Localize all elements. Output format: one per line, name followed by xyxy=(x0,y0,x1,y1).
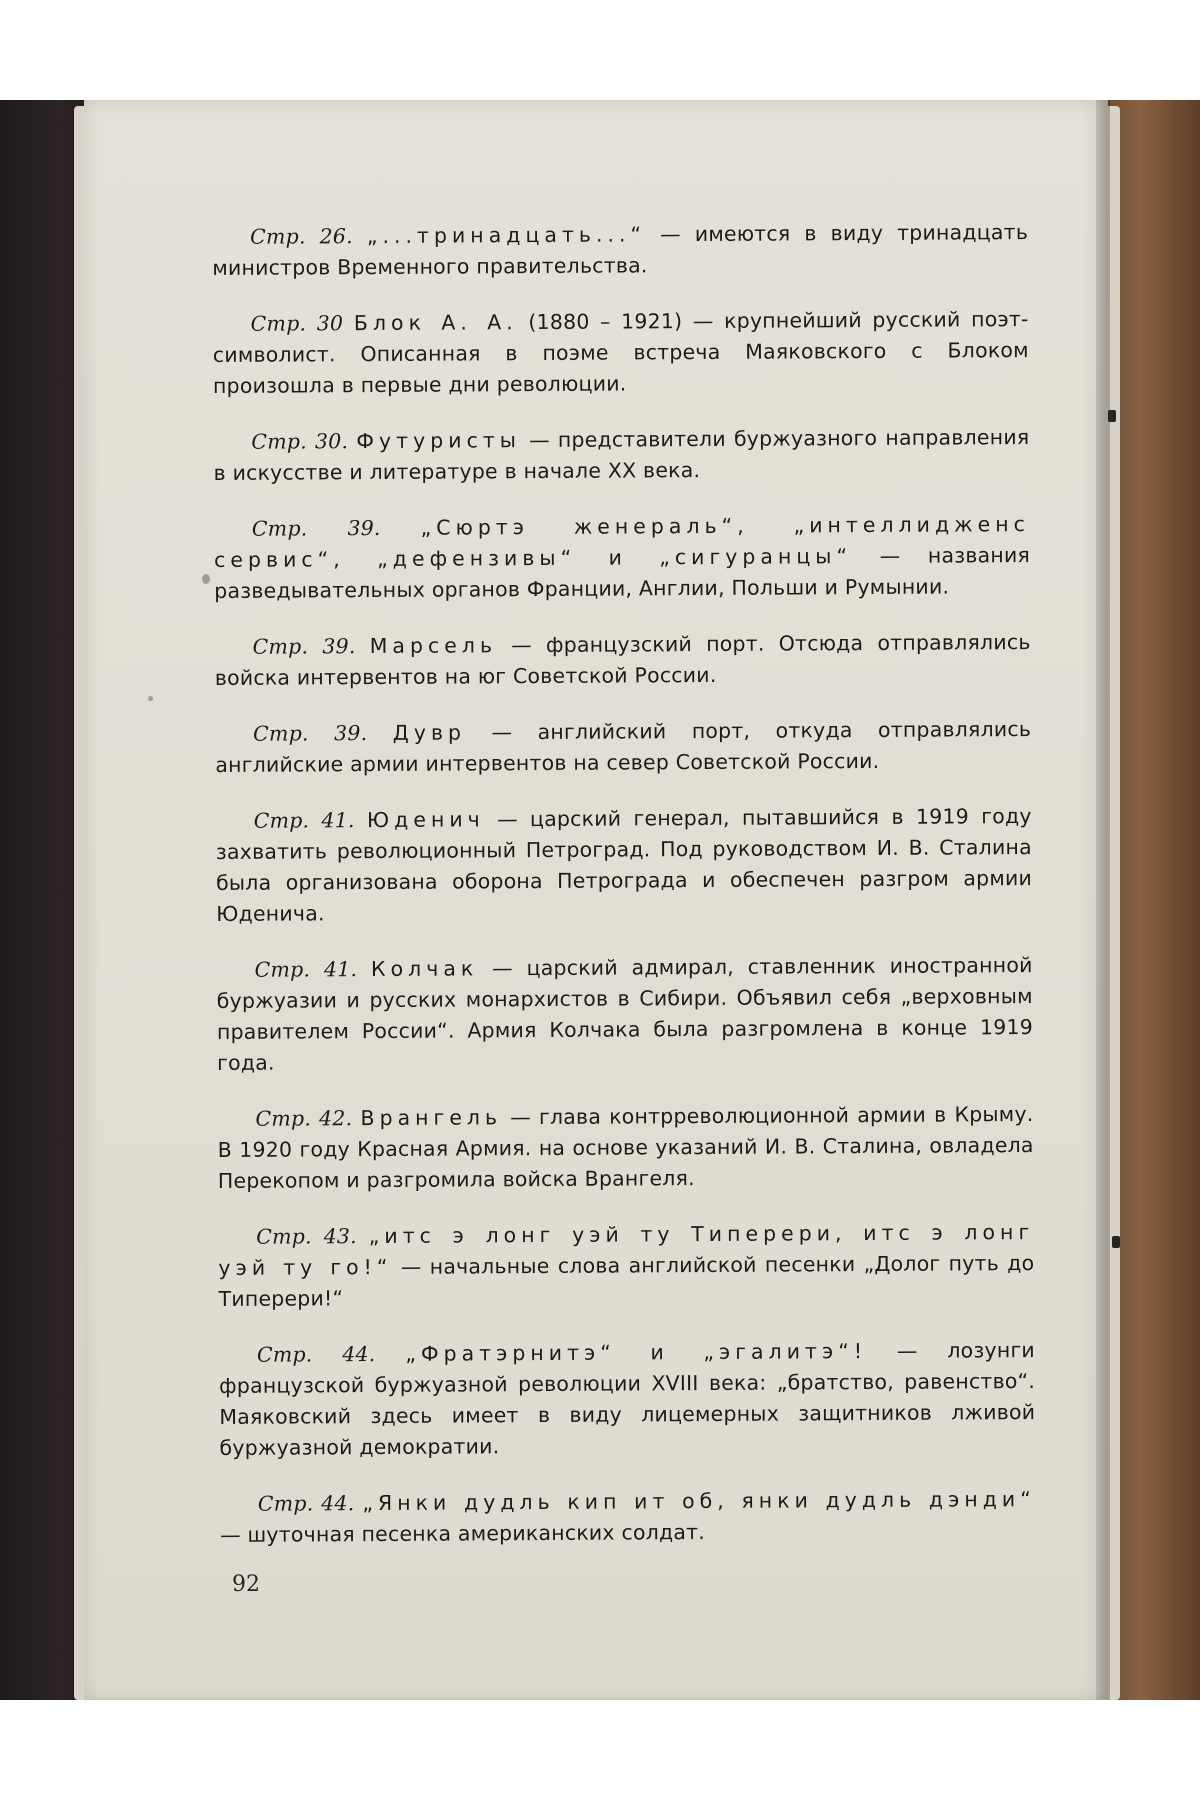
note-explanation: — представители буржуазного направления в искусстве и литературе в начале XX века. xyxy=(213,425,1030,485)
note-term: „...тринадцать...“ xyxy=(366,222,647,249)
note-page-reference: Стр. 44. xyxy=(256,1342,376,1367)
note-page-reference: Стр. 43. xyxy=(256,1224,357,1249)
binding-mark xyxy=(1112,1236,1120,1248)
note-paragraph xyxy=(215,714,1031,781)
note-term: Футуристы xyxy=(356,428,522,454)
note-explanation: — царский адмирал, ставленник иностранной буржуазии и русских монархистов в Сибири. Объявил себя „верховным правителем России“. Армия Колчака была разгромлена в конце 1919 года. xyxy=(216,953,1034,1075)
note-paragraph xyxy=(219,1335,1036,1464)
binding-mark xyxy=(1108,410,1116,422)
note-term: „Сюртэ женераль“, „интеллидженс сервис“, „дефензивы“ и „сигуранцы“ xyxy=(213,512,1030,572)
note-page-reference: Стр. 26. xyxy=(250,224,353,249)
note-page-reference: Стр. 42. xyxy=(255,1106,353,1131)
note-page-reference: Стр. 30 xyxy=(250,311,344,336)
note-explanation: — названия разведывательных органов Франции, Англии, Польши и Румынии. xyxy=(214,543,1031,603)
note-explanation: — английский порт, откуда отправлялись английские армии интервентов на север Советской России. xyxy=(215,717,1032,777)
note-paragraph xyxy=(216,950,1033,1079)
note-explanation: — шуточная песенка американских солдат. xyxy=(219,1520,706,1547)
page-gutter-shadow xyxy=(1096,100,1110,1700)
note-page-reference: Стр. 30. xyxy=(251,429,349,454)
note-paragraph xyxy=(215,627,1031,694)
note-term: Колчак xyxy=(370,956,479,982)
note-explanation: — глава контрреволюционной армии в Крыму. В 1920 году Красная Армия. на основе указаний И. В. Сталина, овладела Перекопом и разгромила войска Врангеля. xyxy=(217,1101,1034,1193)
notes-text-block xyxy=(212,217,1036,1576)
note-explanation: (1880 – 1921) — крупнейший русский поэт-символист. Описанная в поэме встреча Маяковского с Блоком произошла в первые дни революции. xyxy=(212,307,1029,398)
note-paragraph xyxy=(213,422,1029,489)
note-term: Марсель xyxy=(369,633,498,659)
note-page-reference: Стр. 41. xyxy=(254,957,358,982)
note-page-reference: Стр. 39. xyxy=(253,721,368,746)
note-explanation: — царский генерал, пытавшийся в 1919 году захватить революционный Петроград. Под руководством И. В. Сталина была организована оборона Петрограда и обеспечен разгром армии Юденича. xyxy=(215,804,1033,926)
note-term: Врангель xyxy=(360,1105,503,1131)
note-paragraph xyxy=(213,304,1030,402)
note-paragraph xyxy=(217,1099,1034,1197)
paper-speck xyxy=(148,696,153,701)
note-page-reference: Стр. 44. xyxy=(257,1491,355,1516)
note-term: Блок А. А. xyxy=(353,310,518,336)
note-paragraph xyxy=(218,1217,1035,1315)
page-number: 92 xyxy=(232,1572,260,1597)
note-page-reference: Стр. 39. xyxy=(251,515,381,541)
note-term: „итс э лонг уэй ту Типерери, итс э лонг уэй ту го!“ xyxy=(218,1219,1035,1280)
note-explanation: — французский порт. Отсюда отправлялись войска интервентов на юг Советской России. xyxy=(214,630,1031,690)
note-explanation: — начальные слова английской песенки „Долог путь до Типерери!“ xyxy=(218,1250,1035,1311)
note-page-reference: Стр. 39. xyxy=(252,634,356,659)
note-term: „Фратэрнитэ“ и „эгалитэ“! xyxy=(405,1339,868,1366)
note-paragraph xyxy=(220,1484,1036,1551)
note-paragraph xyxy=(212,217,1028,284)
note-paragraph xyxy=(216,801,1033,930)
note-term: Юденич xyxy=(366,807,485,833)
note-term: Дувр xyxy=(392,720,467,745)
note-term: „Янки дудль кип ит об, янки дудль дэнди“ xyxy=(362,1486,1036,1516)
note-explanation: — имеются в виду тринадцать министров Временного правительства. xyxy=(212,220,1029,280)
paper-speck xyxy=(202,574,210,584)
note-page-reference: Стр. 41. xyxy=(253,808,355,833)
note-explanation: — лозунги французской буржуазной революции XVIII века: „братство, равенство“. Маяковский здесь имеет в виду лицемерных защитников лживой буржуазной демократии. xyxy=(219,1337,1036,1460)
note-paragraph xyxy=(214,509,1031,607)
